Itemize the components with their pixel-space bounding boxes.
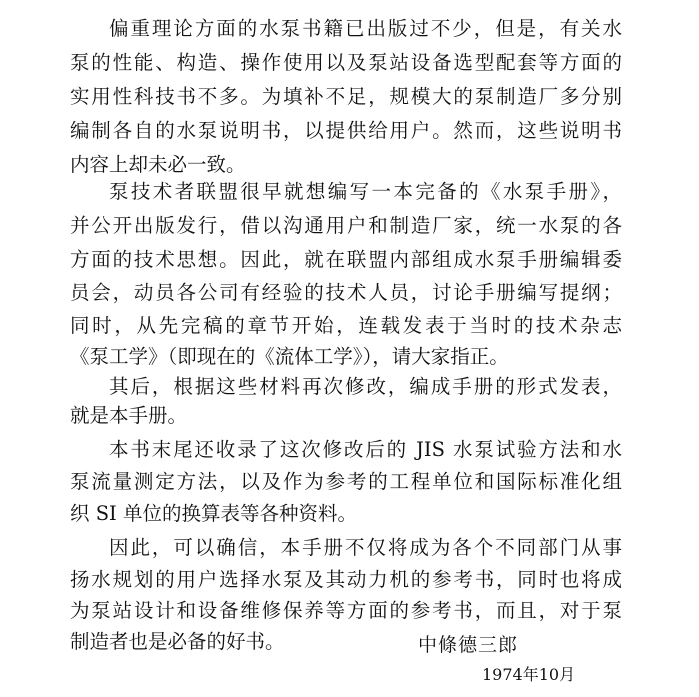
text-line: 《泵工学》（即现在的《流体工学》），请大家指正。	[70, 345, 509, 368]
text-line: 本书末尾还收录了这次修改后的 JIS 水泵试验方法和水	[109, 438, 622, 461]
text-line: 偏重理论方面的水泵书籍已出版过不少，但是，有关水	[109, 17, 622, 40]
text-line: 扬水规划的用户选择水泵及其动力机的参考书，同时也将成	[70, 568, 622, 591]
text-line: 泵技术者联盟很早就想编写一本完备的《水泵手册》，	[109, 180, 622, 203]
text-line: 方面的技术思想。因此，就在联盟内部组成水泵手册编辑委	[70, 248, 622, 271]
text-line: 并公开出版发行，借以沟通用户和制造厂家，统一水泵的各	[70, 214, 622, 237]
text-line: 制造者也是必备的好书。	[70, 630, 285, 653]
text-line: 就是本手册。	[70, 404, 188, 427]
text-line: 为泵站设计和设备维修保养等方面的参考书，而且，对于泵	[70, 599, 622, 622]
text-line: 泵的性能、构造、操作使用以及泵站设备选型配套等方面的	[70, 51, 622, 74]
text-line: 内容上却未必一致。	[70, 153, 246, 176]
signature-date: 1974年10月	[482, 665, 576, 684]
text-line: 织 SI 单位的换算表等各种资料。	[70, 502, 357, 525]
text-line: 其后，根据这些材料再次修改，编成手册的形式发表，	[109, 375, 622, 398]
text-line: 同时，从先完稿的章节开始，连载发表于当时的技术杂志	[70, 314, 622, 337]
text-line: 编制各自的水泵说明书，以提供给用户。然而，这些说明书	[70, 119, 622, 142]
text-line: 泵流量测定方法，以及作为参考的工程单位和国际标准化组	[70, 470, 622, 493]
text-line: 实用性科技书不多。为填补不足，规模大的泵制造厂多分别	[70, 85, 622, 108]
text-line: 员会，动员各公司有经验的技术人员，讨论手册编写提纲；	[70, 281, 622, 304]
author-signature: 中條德三郎	[418, 634, 519, 656]
text-line: 因此，可以确信，本手册不仅将成为各个不同部门从事	[109, 536, 622, 559]
